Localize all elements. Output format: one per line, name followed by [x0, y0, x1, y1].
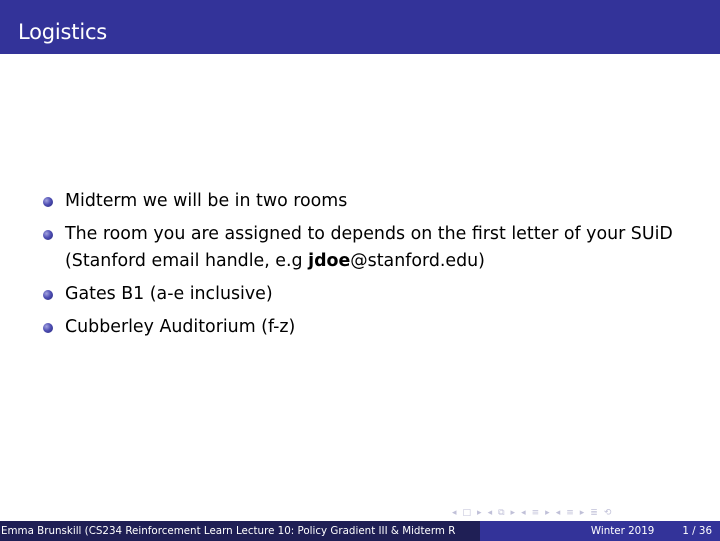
bullet-icon [43, 323, 53, 333]
footer-bar [0, 521, 720, 541]
bullet-icon [43, 197, 53, 207]
nav-left-icon[interactable]: ◂ [555, 508, 561, 518]
nav-right-icon[interactable]: ▸ [579, 508, 585, 518]
bullet-icon [43, 230, 53, 240]
bullet-text: The room you are assigned to depends on the first letter of your SUiD [65, 224, 673, 244]
bullet-text-suffix: @stanford.edu) [350, 251, 485, 271]
title-bar [0, 0, 720, 54]
nav-right-icon[interactable]: ▸ [510, 508, 516, 518]
bullet-text: Midterm we will be in two rooms [65, 191, 348, 211]
section-icon[interactable]: ≡ [531, 508, 540, 518]
nav-left-icon[interactable]: ◂ [452, 508, 457, 518]
frame-icon[interactable]: □ [462, 508, 472, 518]
align-icon[interactable]: ≣ [590, 508, 598, 518]
bullet-icon [43, 290, 53, 300]
bullet-text: Cubberley Auditorium (f-z) [65, 317, 296, 337]
bullet-text-prefix: (Stanford email handle, e.g [65, 251, 309, 271]
footer-date: Winter 2019 [590, 525, 655, 537]
email-handle: jdoe [308, 251, 351, 271]
list-item [40, 314, 710, 341]
section-icon[interactable]: ≡ [566, 508, 574, 518]
bullet-text: Gates B1 (a-e inclusive) [65, 284, 273, 304]
list-item [40, 221, 710, 275]
bullet-list [40, 188, 710, 347]
nav-right-icon[interactable]: ▸ [545, 508, 550, 518]
search-icon[interactable]: ⟲ [603, 508, 612, 518]
nav-right-icon[interactable]: ▸ [477, 508, 482, 518]
footer-author-talk: Emma Brunskill (CS234 Reinforcement Learn Lecture 10: Policy Gradient III & Midterm R [0, 521, 480, 541]
footer-right [480, 521, 720, 541]
list-item [40, 281, 710, 308]
slide-title: Logistics [18, 20, 108, 44]
nav-left-icon[interactable]: ◂ [487, 508, 493, 518]
nav-left-icon[interactable]: ◂ [521, 508, 526, 518]
subsection-icon[interactable]: ⧉ [498, 508, 505, 518]
footer-page-number: 1 / 36 [682, 525, 712, 537]
list-item [40, 188, 710, 215]
navigation-symbols [452, 508, 611, 518]
